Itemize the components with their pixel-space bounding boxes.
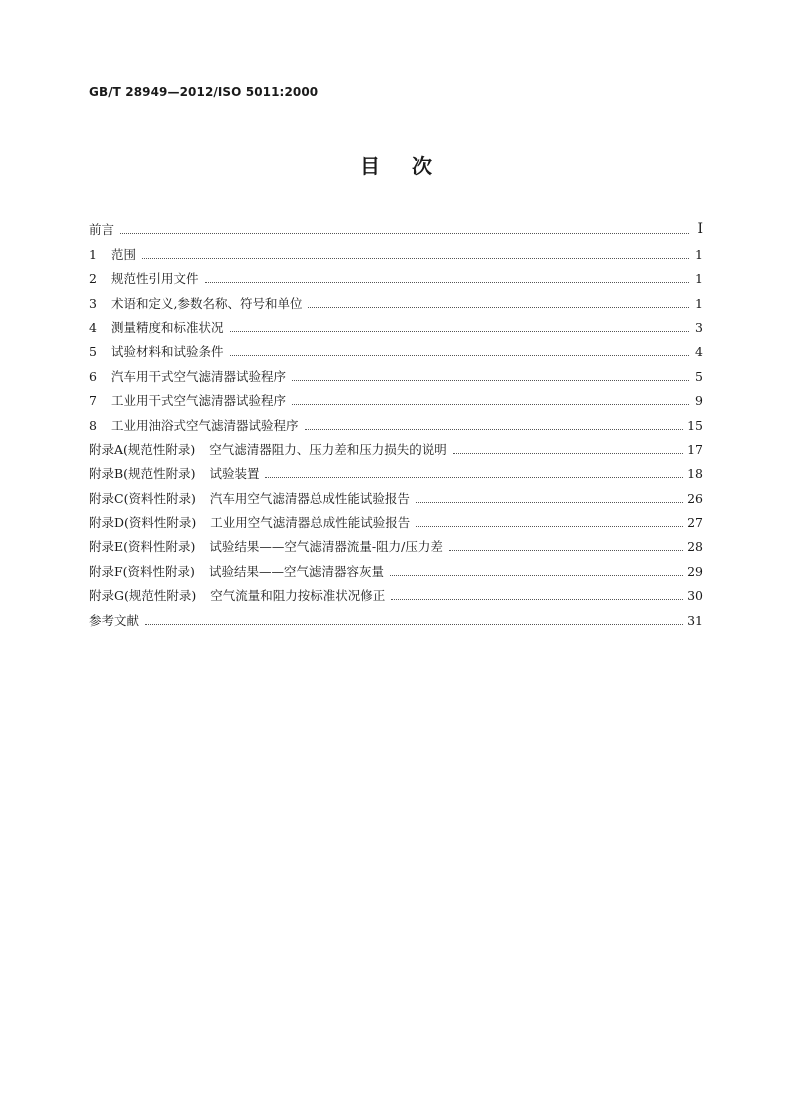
toc-entry-page-number: 9 bbox=[695, 393, 703, 409]
toc-leader-dots bbox=[292, 380, 689, 381]
toc-entry-label bbox=[89, 588, 385, 604]
toc-entry[interactable] bbox=[89, 360, 703, 384]
toc-entry-page-number: 3 bbox=[695, 319, 703, 335]
toc-entry-page-number: 18 bbox=[687, 466, 703, 482]
toc-entry[interactable] bbox=[89, 580, 703, 604]
toc-entry[interactable] bbox=[89, 434, 703, 458]
toc-leader-dots bbox=[305, 429, 684, 430]
toc-entry-page-number: 27 bbox=[687, 515, 703, 531]
toc-entry-label bbox=[89, 564, 384, 580]
toc-entry-text: 测量精度和标准状况 bbox=[111, 319, 224, 335]
toc-entry-number: 7 bbox=[89, 393, 97, 409]
toc-entry-page-number: 29 bbox=[687, 563, 703, 579]
toc-entry-page-number: 4 bbox=[695, 344, 703, 360]
toc-entry-text: 工业用干式空气滤清器试验程序 bbox=[111, 393, 287, 409]
toc-entry-label bbox=[89, 296, 302, 312]
toc-entry-text: 试验材料和试验条件 bbox=[111, 344, 224, 360]
toc-entry-annex: 附录F(资料性附录) bbox=[89, 563, 195, 579]
toc-leader-dots bbox=[205, 282, 689, 283]
toc-entry-text: 汽车用干式空气滤清器试验程序 bbox=[111, 368, 287, 384]
toc-entry-page-number: 17 bbox=[687, 441, 703, 457]
toc-entry-label bbox=[89, 320, 224, 336]
toc-entry[interactable] bbox=[89, 555, 703, 579]
toc-leader-dots bbox=[449, 550, 683, 551]
toc-entry-text: 规范性引用文件 bbox=[111, 271, 199, 287]
toc-entry-number: 3 bbox=[89, 295, 97, 311]
toc-entry-page-number: 31 bbox=[687, 612, 703, 628]
toc-entry-label bbox=[89, 539, 443, 555]
toc-leader-dots bbox=[120, 233, 689, 234]
toc-entry[interactable] bbox=[89, 263, 703, 287]
toc-entry-page-number: 28 bbox=[687, 539, 703, 555]
toc-entry-text: 工业用空气滤清器总成性能试验报告 bbox=[210, 515, 411, 531]
toc-entry-annex: 附录D(资料性附录) bbox=[89, 515, 197, 531]
toc-entry-page-number: 15 bbox=[687, 417, 703, 433]
toc-entry-number: 2 bbox=[89, 271, 97, 287]
toc-entry-annex: 附录C(资料性附录) bbox=[89, 490, 196, 506]
toc-entry[interactable] bbox=[89, 458, 703, 482]
toc-leader-dots bbox=[292, 404, 689, 405]
toc-entry-number: 8 bbox=[89, 417, 97, 433]
toc-entry-label bbox=[89, 515, 410, 531]
toc-leader-dots bbox=[230, 355, 689, 356]
toc-entry[interactable] bbox=[89, 214, 703, 238]
toc-entry-page-number: 30 bbox=[687, 588, 703, 604]
toc-title: 目次 bbox=[360, 154, 464, 178]
toc-entry[interactable] bbox=[89, 531, 703, 555]
toc-entry-text: 试验结果——空气滤清器容灰量 bbox=[208, 563, 384, 579]
toc-entry-page-number: 1 bbox=[695, 271, 703, 287]
toc-entry-text: 参考文献 bbox=[89, 612, 140, 628]
toc-entry-number: 1 bbox=[89, 246, 97, 262]
toc-entry-label bbox=[89, 491, 410, 507]
toc-entry-text: 空气流量和阻力按标准状况修正 bbox=[210, 588, 386, 604]
toc-entry-number: 4 bbox=[89, 319, 97, 335]
toc-leader-dots bbox=[145, 624, 683, 625]
toc-entry-label bbox=[89, 466, 259, 482]
toc-leader-dots bbox=[390, 575, 683, 576]
toc-entry[interactable] bbox=[89, 507, 703, 531]
toc-entry-page-number: Ⅰ bbox=[697, 222, 703, 238]
toc-leader-dots bbox=[416, 526, 683, 527]
toc-entry[interactable] bbox=[89, 312, 703, 336]
toc-entry-text: 工业用油浴式空气滤清器试验程序 bbox=[111, 417, 299, 433]
toc-entry[interactable] bbox=[89, 385, 703, 409]
toc-entry-number: 5 bbox=[89, 344, 97, 360]
toc-leader-dots bbox=[265, 477, 683, 478]
toc-entry-text: 前言 bbox=[89, 222, 115, 238]
toc-entry-label bbox=[89, 393, 286, 409]
toc-entry-label bbox=[89, 344, 224, 360]
toc-entry-annex: 附录E(资料性附录) bbox=[89, 539, 196, 555]
toc-leader-dots bbox=[453, 453, 683, 454]
toc-entry-annex: 附录A(规范性附录) bbox=[89, 441, 196, 457]
toc-leader-dots bbox=[416, 502, 683, 503]
toc-entry-page-number: 1 bbox=[695, 295, 703, 311]
toc-entry-label bbox=[89, 222, 114, 238]
toc-leader-dots bbox=[142, 258, 689, 259]
toc-entry-text: 汽车用空气滤清器总成性能试验报告 bbox=[209, 490, 410, 506]
toc-entry-annex: 附录G(规范性附录) bbox=[89, 588, 197, 604]
toc-entry-label bbox=[89, 613, 139, 629]
toc-entry-text: 空气滤清器阻力、压力差和压力损失的说明 bbox=[209, 441, 447, 457]
toc-leader-dots bbox=[230, 331, 689, 332]
toc-entry[interactable] bbox=[89, 238, 703, 262]
toc-entry-label bbox=[89, 442, 447, 458]
toc-entry[interactable] bbox=[89, 287, 703, 311]
toc-leader-dots bbox=[308, 307, 689, 308]
toc-entry-label bbox=[89, 271, 199, 287]
toc-entry-annex: 附录B(规范性附录) bbox=[89, 466, 196, 482]
toc-entry-label bbox=[89, 247, 136, 263]
toc-entry-text: 术语和定义,参数名称、符号和单位 bbox=[111, 295, 303, 311]
toc-entry-text: 范围 bbox=[111, 246, 137, 262]
toc-entry-label bbox=[89, 369, 286, 385]
toc-entry-page-number: 26 bbox=[687, 490, 703, 506]
toc-entry[interactable] bbox=[89, 482, 703, 506]
toc-leader-dots bbox=[391, 599, 683, 600]
toc-entry-page-number: 1 bbox=[695, 246, 703, 262]
toc-entry[interactable] bbox=[89, 336, 703, 360]
table-of-contents bbox=[89, 214, 703, 629]
standard-number-header: GB/T 28949—2012/ISO 5011:2000 bbox=[89, 85, 319, 99]
toc-entry-text: 试验结果——空气滤清器流量-阻力/压力差 bbox=[209, 539, 443, 555]
toc-entry-label bbox=[89, 418, 299, 434]
toc-entry-number: 6 bbox=[89, 368, 97, 384]
toc-entry-text: 试验装置 bbox=[209, 466, 260, 482]
toc-entry-page-number: 5 bbox=[695, 368, 703, 384]
toc-entry[interactable] bbox=[89, 409, 703, 433]
toc-entry[interactable] bbox=[89, 604, 703, 628]
